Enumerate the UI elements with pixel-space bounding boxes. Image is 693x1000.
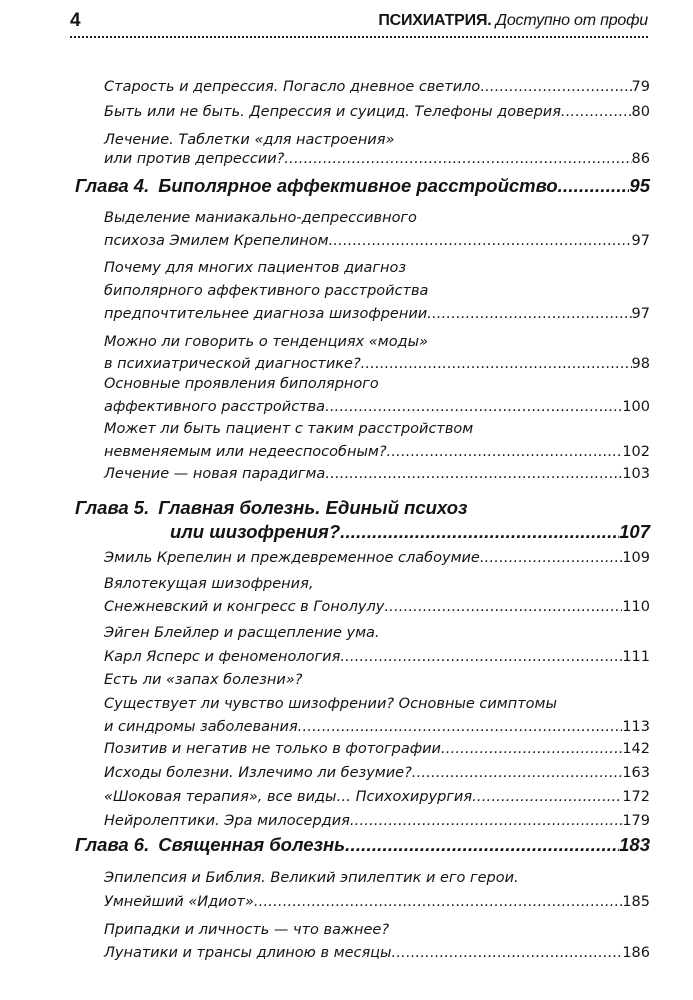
chapter-label: Глава 4. (75, 175, 150, 196)
page-ref: 100 (622, 399, 650, 415)
toc-entry-line (104, 890, 650, 914)
toc-entry-line (104, 302, 650, 326)
entry-title: Почему для многих пациентов диагноз (104, 260, 407, 276)
running-header (70, 9, 648, 35)
entry-title: Вялотекущая шизофрения, (104, 576, 314, 592)
toc-entry-line (104, 229, 650, 253)
toc-entry-line (104, 75, 650, 99)
toc-entry-line (104, 809, 650, 833)
dot-leader (387, 440, 623, 464)
page-ref: 142 (622, 741, 650, 757)
entry-title: Выделение маниакально-депрессивного (104, 210, 417, 226)
toc-entry-line (104, 256, 650, 280)
entry-title: психоза Эмилем Крепелином (104, 233, 329, 249)
entry-title: Припадки и личность — что важнее? (104, 922, 390, 938)
toc-entry-line (104, 206, 650, 230)
dot-leader (340, 645, 622, 669)
chapter-title: Главная болезнь. Единый психоз (158, 497, 468, 518)
page-ref: 109 (622, 550, 650, 566)
dot-leader (480, 546, 622, 570)
entry-title: Эмиль Крепелин и преждевременное слабоумие (104, 550, 480, 566)
dot-leader (480, 75, 631, 99)
toc-entry-line (104, 417, 650, 441)
dot-leader (441, 737, 622, 761)
page-ref: 183 (619, 834, 650, 855)
entry-title: Нейролептики. Эра милосердия (104, 813, 350, 829)
toc-entry-line (104, 621, 650, 645)
page-ref: 97 (631, 233, 650, 249)
toc-entry-line (104, 761, 650, 785)
toc-chapter-line (75, 495, 650, 521)
entry-title: Исходы болезни. Излечимо ли безумие? (104, 765, 412, 781)
page-ref: 86 (631, 151, 650, 167)
dot-leader (254, 890, 622, 914)
entry-title: или против депрессии? (104, 151, 285, 167)
entry-title: Старость и депрессия. Погасло дневное светило (104, 79, 481, 95)
chapter-title: Биполярное аффективное расстройство (158, 175, 558, 196)
dot-leader (329, 229, 632, 253)
toc-chapter-line (170, 519, 650, 545)
entry-title: Лечение. Таблетки «для настроения» (104, 132, 395, 148)
dot-leader (298, 715, 623, 739)
entry-title: «Шоковая терапия», все виды… Психохирургия (104, 789, 473, 805)
page-ref: 172 (622, 789, 650, 805)
page-ref: 179 (622, 813, 650, 829)
page-ref: 113 (622, 719, 650, 735)
page-ref: 80 (631, 104, 650, 120)
book-subtitle: Доступно от профи (495, 12, 648, 29)
toc-entry-line (104, 330, 650, 354)
entry-title: Может ли быть пациент с таким расстройством (104, 421, 474, 437)
toc-chapter-line (75, 173, 650, 199)
dot-leader (350, 809, 622, 833)
page-ref: 98 (631, 356, 650, 372)
dot-leader (384, 595, 622, 619)
entry-title: Карл Ясперс и феноменология (104, 649, 341, 665)
toc-entry-line (104, 395, 650, 419)
header-dotted-rule (70, 36, 648, 38)
book-title: ПСИХИАТРИЯ. (378, 12, 492, 29)
toc-entry-line (104, 572, 650, 596)
toc-entry-line (104, 595, 650, 619)
toc-entry-line (104, 715, 650, 739)
entry-title: Быть или не быть. Депрессия и суицид. Телефоны доверия (104, 104, 561, 120)
entry-title: Позитив и негатив не только в фотографии (104, 741, 441, 757)
dot-leader (392, 941, 623, 965)
page-ref: 163 (622, 765, 650, 781)
chapter-title: или шизофрения? (170, 521, 341, 542)
entry-title: и синдромы заболевания (104, 719, 298, 735)
toc-entry-line (104, 692, 650, 716)
entry-title: Есть ли «запах болезни»? (104, 672, 303, 688)
entry-title: Снежневский и конгресс в Гонолулу (104, 599, 385, 615)
entry-title: Умнейший «Идиот» (104, 894, 254, 910)
dot-leader (561, 100, 632, 124)
page-ref: 107 (619, 521, 650, 542)
chapter-label: Глава 5. (75, 497, 150, 518)
toc-entry-line (104, 645, 650, 669)
running-title (378, 9, 648, 33)
dot-leader (558, 173, 630, 199)
dot-leader (340, 519, 619, 545)
page-ref: 102 (622, 444, 650, 460)
toc-entry-line (104, 866, 650, 890)
page-ref: 95 (629, 175, 650, 196)
toc-entry-line (104, 100, 650, 124)
page-number: 4 (70, 10, 81, 31)
page-ref: 79 (631, 79, 650, 95)
page-ref: 103 (622, 466, 650, 482)
page-ref: 110 (622, 599, 650, 615)
chapter-title: Священная болезнь (158, 834, 346, 855)
entry-title: Существует ли чувство шизофрении? Основные симптомы (104, 696, 557, 712)
dot-leader (325, 395, 622, 419)
entry-title: предпочтительнее диагноза шизофрении (104, 306, 428, 322)
entry-title: Лечение — новая парадигма (104, 466, 326, 482)
page-ref: 111 (622, 649, 650, 665)
entry-title: невменяемым или недееспособным? (104, 444, 387, 460)
dot-leader (427, 302, 631, 326)
toc-chapter-line (75, 832, 650, 858)
dot-leader (412, 761, 623, 785)
entry-title: аффективного расстройства (104, 399, 326, 415)
toc-entry-line (104, 737, 650, 761)
entry-title: Эйген Блейлер и расщепление ума. (104, 625, 380, 641)
page-ref: 185 (622, 894, 650, 910)
toc-entry-line (104, 941, 650, 965)
toc-entry-line (104, 546, 650, 570)
entry-title: биполярного аффективного расстройства (104, 283, 429, 299)
dot-leader (325, 462, 622, 486)
toc-entry-line (104, 785, 650, 809)
toc-entry-line (104, 462, 650, 486)
dot-leader (284, 147, 631, 171)
toc-entry-line (104, 668, 650, 692)
page-ref: 186 (622, 945, 650, 961)
toc-entry-line (104, 918, 650, 942)
dot-leader (345, 832, 619, 858)
entry-title: Основные проявления биполярного (104, 376, 379, 392)
entry-title: Можно ли говорить о тенденциях «моды» (104, 334, 428, 350)
page-ref: 97 (631, 306, 650, 322)
entry-title: Эпилепсия и Библия. Великий эпилептик и его герои. (104, 870, 519, 886)
entry-title: Лунатики и трансы длиною в месяцы (104, 945, 392, 961)
dot-leader (472, 785, 622, 809)
chapter-label: Глава 6. (75, 834, 150, 855)
toc-entry-line (104, 440, 650, 464)
toc-entry-line (104, 279, 650, 303)
entry-title: в психиатрической диагностике? (104, 356, 361, 372)
toc-entry-line (104, 147, 650, 171)
toc-entry-line (104, 372, 650, 396)
